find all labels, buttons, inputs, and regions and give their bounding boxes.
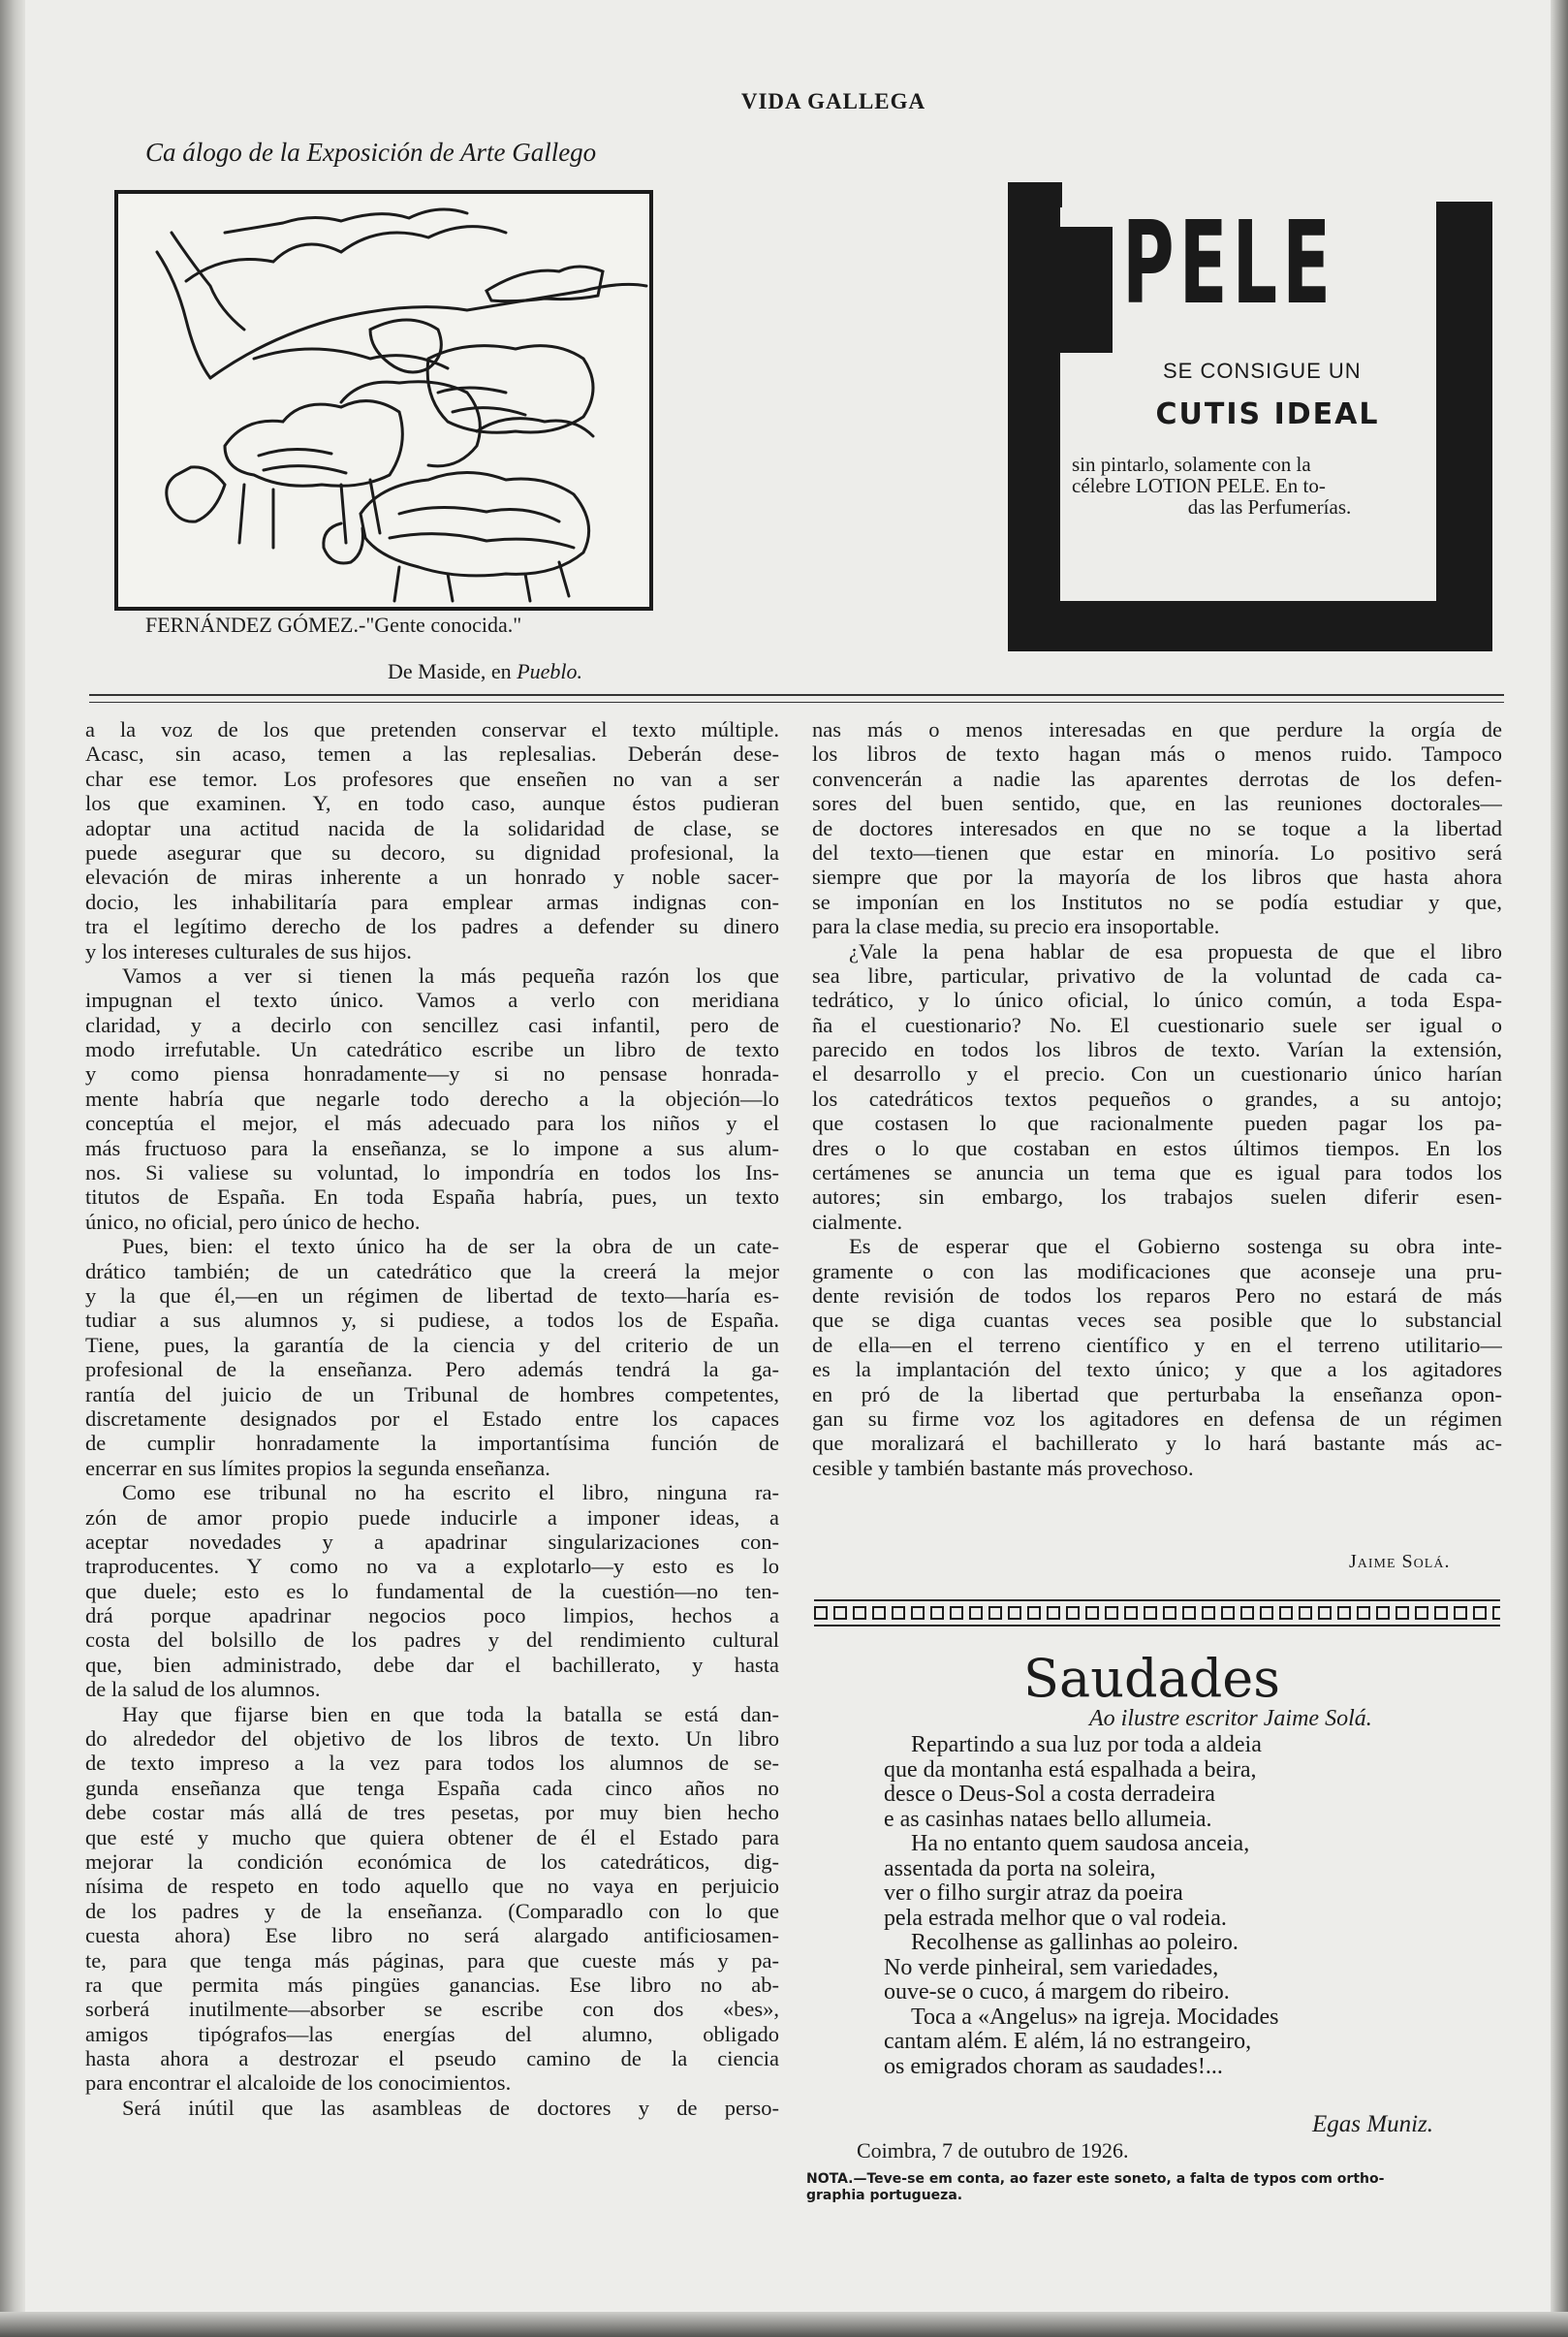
text-line: zón de amor propio puede inducirle a imponer ideas, a [85, 1504, 779, 1530]
poem-title: Saudades [1023, 1648, 1280, 1709]
ornament-square [814, 1606, 828, 1620]
ornament-square [1008, 1606, 1021, 1620]
ornament-square [872, 1606, 886, 1620]
text-line: Pues, bien: el texto único ha de ser la obra de un cate- [122, 1234, 779, 1259]
text-line: cuesta ahora) Ese libro no será alargado antificiosamen- [85, 1923, 779, 1948]
poem-line: Toca a «Angelus» na igreja. Mocidades [911, 2004, 1279, 2030]
text-line: y los intereses culturales de sus hijos. [85, 938, 412, 963]
page-binding-shadow [0, 0, 25, 2337]
poem-line: que da montanha está espalhada a beira, [884, 1756, 1257, 1783]
text-line: que, bien administrado, debe dar el bachillerato, y hasta [85, 1652, 779, 1677]
poem-dedication: Ao ilustre escritor Jaime Solá. [1089, 1706, 1372, 1731]
text-line: rantía del juicio de un Tribunal de hombres competentes, [85, 1381, 779, 1406]
text-line: costa del bolsillo de los padres y del rendimiento cultural [85, 1627, 779, 1653]
ad-frame-bottom [1008, 601, 1492, 651]
poem-line: cantam além. E além, lá no estrangeiro, [884, 2029, 1252, 2054]
illustration-source: De Maside, en Pueblo. [388, 659, 583, 683]
poem-note: NOTA.—Teve-se em conta, ao fazer este soneto, a falta de typos com ortho- graphia portugueza. [806, 2171, 1385, 2203]
illustration-author-caption: FERNÁNDEZ GÓMEZ.-"Gente conocida." [145, 613, 522, 637]
sheep-woodcut-illustration [114, 190, 653, 611]
text-line: parecido en todos los libros de texto. Varían la extensión, [812, 1037, 1502, 1062]
poem-line: Repartindo a sua luz por toda a aldeia [911, 1732, 1262, 1757]
text-line: para encontrar el alcaloide de los conocimientos. [85, 2070, 512, 2096]
text-line: cialmente. [812, 1209, 903, 1234]
text-line: sea libre, particular, privativo de la voluntad de cada ca- [812, 963, 1502, 988]
ad-p-stem [1060, 227, 1113, 353]
ad-headline: CUTIS IDEAL [1155, 397, 1380, 431]
poem-line: No verde pinheiral, sem variedades, [884, 1954, 1219, 1980]
text-line: dente revisión de todos los reparos Pero no estará de más [812, 1282, 1502, 1308]
ornament-square [1396, 1606, 1409, 1620]
publication-name: Pueblo. [517, 659, 583, 683]
ad-frame-left [1008, 182, 1060, 651]
text-line: de doctores interesados en que no se toque a la libertad [812, 815, 1502, 840]
text-line: y como piensa honradamente—y si no pensase honrada- [85, 1061, 779, 1087]
text-line: cesible y también bastante más provechoso. [812, 1455, 1194, 1480]
ad-body-text: sin pintarlo, solamente con la célebre LOTION PELE. En to- das las Perfumerías. [1072, 453, 1352, 519]
ornament-square [1182, 1606, 1196, 1620]
poem-body [884, 1733, 1279, 2079]
text-line: los libros de texto hagan más o menos ruido. Tampoco [812, 742, 1502, 767]
text-line: de texto impreso a la vez para todos los alumnos de se- [85, 1751, 779, 1776]
ornament-square [1473, 1606, 1487, 1620]
ornament-square [911, 1606, 925, 1620]
page-edge-bottom [0, 2312, 1568, 2337]
poem-line: Ha no entanto quem saudosa anceia, [911, 1831, 1250, 1856]
poem-place-date: Coimbra, 7 de outubro de 1926. [857, 2138, 1129, 2163]
text-line: debe costar más allá de tres pesetas, por muy bien hecho [85, 1800, 779, 1825]
text-line: nísima de respeto en todo aquello que no vaya en perjuicio [85, 1874, 779, 1899]
ornament-square [950, 1606, 963, 1620]
text-line: más fructuoso para la enseñanza, se lo impone a sus alum- [85, 1135, 779, 1160]
ornament-square [1299, 1606, 1312, 1620]
ornament-square [833, 1606, 847, 1620]
text-line: convencerán a nadie las aparentes derrotas de los defen- [812, 766, 1502, 791]
text-line: certámenes se anuncia un tema que es igual para todos los [812, 1160, 1502, 1185]
text-line: conceptúa el mejor, el más adecuado para los niños y el [85, 1111, 779, 1136]
ornament-square [1260, 1606, 1273, 1620]
text-line: de ella—en el terreno científico y en el terreno utilitario— [812, 1332, 1502, 1357]
poem-line: Recolhense as gallinhas ao poleiro. [911, 1930, 1239, 1955]
ornament-square [853, 1606, 866, 1620]
text-line: docio, les inhabilitaría para emplear armas indignas con- [85, 889, 779, 914]
ornament-square [1066, 1606, 1080, 1620]
text-line: char ese temor. Los profesores que enseñen no van a ser [85, 766, 779, 791]
text-line: se imponían en los Institutos no se podía estudiar y que, [812, 889, 1502, 914]
text-line: Es de esperar que el Gobierno sostenga su obra inte- [849, 1234, 1502, 1259]
ornament-square [1085, 1606, 1099, 1620]
text-line: sorberá inutilmente—absorber se escribe con dos «bes», [85, 1997, 779, 2022]
poem-line: pela estrada melhor que o val rodeia. [884, 1905, 1227, 1931]
text-line: de los padres y de la enseñanza. (Comparadlo con lo que [85, 1898, 779, 1923]
text-line: puede asegurar que su decoro, su dignidad profesional, la [85, 839, 779, 865]
text-line: tra el legítimo derecho de los padres a defender su dinero [85, 914, 779, 939]
text-line: nos. Si valiese su voluntad, lo impondría en todos los Ins- [85, 1160, 779, 1185]
ad-frame-top-left [1008, 182, 1062, 207]
text-line: discretamente designados por el Estado entre los capaces [85, 1405, 779, 1431]
poem-author: Egas Muniz. [1312, 2111, 1433, 2137]
text-line: ¿Vale la pena hablar de esa propuesta de que el libro [849, 938, 1502, 963]
section-rule [89, 694, 1504, 696]
text-line: Hay que fijarse bien en que toda la batalla se está dan- [122, 1701, 779, 1726]
text-line: los catedráticos textos pequeños o grandes, a su antojo; [812, 1086, 1502, 1111]
decorative-border [814, 1599, 1500, 1626]
text-line: que moralizará el bachillerato y lo hará bastante más ac- [812, 1431, 1502, 1456]
ornament-square [1105, 1606, 1118, 1620]
ornament-square [1434, 1606, 1448, 1620]
ornament-square [1047, 1606, 1060, 1620]
poem-line: ver o filho surgir atraz da poeira [884, 1880, 1183, 1906]
ornament-square [1221, 1606, 1235, 1620]
text-line: gramente o con las modificaciones que aconseje una pru- [812, 1258, 1502, 1283]
text-line: amigos tipógrafos—las energías del alumno, obligado [85, 2021, 779, 2046]
poem-line: assentada da porta na soleira, [884, 1855, 1156, 1881]
section-rule-thin [89, 702, 1504, 703]
text-line: do alrededor del objetivo de los libros de texto. Un libro [85, 1726, 779, 1752]
text-line: que duele; esto es lo fundamental de la cuestión—no ten- [85, 1578, 779, 1603]
ornament-square [1144, 1606, 1157, 1620]
text-line: único, no oficial, pero único de hecho. [85, 1209, 421, 1234]
text-line: a la voz de los que pretenden conservar el texto múltiple. [85, 717, 779, 742]
text-line: que costasen lo que racionalmente pueden pagar los pa- [812, 1111, 1502, 1136]
text-line: profesional de la enseñanza. Pero además tendrá la ga- [85, 1357, 779, 1382]
ornament-square [892, 1606, 905, 1620]
text-line: autores; sin embargo, los trabajos suelen diferir esen- [812, 1184, 1502, 1210]
text-line: Como ese tribunal no ha escrito el libro, ninguna ra- [122, 1480, 779, 1505]
text-line: nas más o menos interesadas en que perdure la orgía de [812, 717, 1502, 742]
text-line: Tiene, pues, la garantía de la ciencia y del criterio de un [85, 1332, 779, 1357]
ornament-square [1279, 1606, 1293, 1620]
text-line: el desarrollo y el precio. Con un cuestionario único harían [812, 1061, 1502, 1087]
poem-line: desce o Deus-Sol a costa derradeira [884, 1782, 1215, 1807]
text-line: mejorar la condición económica de los catedráticos, dig- [85, 1848, 779, 1874]
text-line: ña el cuestionario? No. El cuestionario suele ser igual o [812, 1012, 1502, 1037]
ornament-square [1376, 1606, 1390, 1620]
ornament-square [1415, 1606, 1428, 1620]
ad-brand-name: PELE [1122, 196, 1336, 330]
ornament-square [1027, 1606, 1041, 1620]
text-line: tedrático, y lo único oficial, lo único común, a toda Espa- [812, 988, 1502, 1013]
text-line: de la salud de los alumnos. [85, 1677, 321, 1702]
text-line: sores del buen sentido, que, en las reuniones doctorales— [812, 791, 1502, 816]
text-line: impugnan el texto único. Vamos a verlo con meridiana [85, 988, 779, 1013]
text-line: claridad, y a decirlo con sencillez casi infantil, pero de [85, 1012, 779, 1037]
ornament-square [1454, 1606, 1467, 1620]
article-right-column [812, 717, 1502, 1480]
poem-line: ouve-se o cuco, á margem do ribeiro. [884, 1979, 1230, 2005]
running-header: VIDA GALLEGA [740, 89, 926, 113]
text-line: drá porque apadrinar negocios poco limpios, hechos a [85, 1603, 779, 1628]
text-line: gan su firme voz los agitadores en defensa de un régimen [812, 1405, 1502, 1431]
text-line: para la clase media, su precio era insoportable. [812, 914, 1220, 939]
article-signature: Jaime Solá. [1349, 1551, 1451, 1572]
text-line: traproducentes. Y como no va a explotarlo—y esto es lo [85, 1554, 779, 1579]
text-line: drático también; de un catedrático que la creerá la mejor [85, 1258, 779, 1283]
text-line: los que examinen. Y, en todo caso, aunque éstos pudieran [85, 791, 779, 816]
ornament-square [988, 1606, 1002, 1620]
ornament-square [1202, 1606, 1215, 1620]
text-line: y la que él,—en un régimen de libertad de texto—haría es- [85, 1282, 779, 1308]
poem-line: os emigrados choram as saudades!... [884, 2053, 1223, 2079]
ornament-square [930, 1606, 944, 1620]
text-line: modo irrefutable. Un catedrático escribe un libro de texto [85, 1037, 779, 1062]
text-line: que esté y mucho que quiera obtener de él el Estado para [85, 1824, 779, 1849]
text-line: es la implantación del texto único; y que a los agitadores [812, 1357, 1502, 1382]
text-line: ra que permita más pingües ganancias. Ese libro no ab- [85, 1972, 779, 1997]
text-line: que se diga cuantas veces sea posible que lo substancial [812, 1308, 1502, 1333]
text-line: Acasc, sin acaso, temen a las replesalias. Deberán dese- [85, 742, 779, 767]
ad-tagline: SE CONSIGUE UN [1163, 359, 1362, 383]
pele-advertisement [1008, 182, 1512, 651]
sheep-drawing [118, 194, 649, 607]
text-line: aceptar novedades y a apadrinar singularizaciones con- [85, 1529, 779, 1554]
text-line: te, para que tenga más páginas, para que cueste más y pa- [85, 1947, 779, 1973]
ornament-square [969, 1606, 983, 1620]
text-line: encerrar en sus límites propios la segunda enseñanza. [85, 1455, 550, 1480]
text-line: Será inútil que las asambleas de doctores y de perso- [122, 2095, 779, 2120]
ornament-square [1318, 1606, 1332, 1620]
text-line: Vamos a ver si tienen la más pequeña razón los que [122, 963, 779, 988]
text-line: mente habría que negarle todo derecho a la objeción—lo [85, 1086, 779, 1111]
text-line: elevación de miras inherente a un honrado y noble sacer- [85, 865, 779, 890]
article-left-column [85, 717, 779, 2120]
ornament-square [1124, 1606, 1138, 1620]
ornament-square [1163, 1606, 1176, 1620]
text-line: en pró de la libertad que perturbaba la enseñanza opon- [812, 1381, 1502, 1406]
ornament-square [1357, 1606, 1370, 1620]
text-line: dres o lo que costaban en estos últimos tiempos. En los [812, 1135, 1502, 1160]
ornament-square [1337, 1606, 1351, 1620]
text-line: titutos de España. En toda España habría, pues, un texto [85, 1184, 779, 1210]
poem-line: e as casinhas nataes bello allumeia. [884, 1806, 1212, 1832]
text-line: hasta ahora a destrozar el pseudo camino de la ciencia [85, 2046, 779, 2071]
text-line: del texto—tienen que estar en minoría. Lo positivo será [812, 839, 1502, 865]
text-line: tudiar a sus alumnos y, si pudiese, a todos los de España. [85, 1308, 779, 1333]
ornament-square [1492, 1606, 1500, 1620]
catalog-caption: Ca álogo de la Exposición de Arte Gallego [145, 138, 597, 167]
page-edge-right [1551, 0, 1568, 2337]
text-line: de cumplir honradamente la importantísima función de [85, 1431, 779, 1456]
text-line: siempre que por la mayoría de los libros que hasta ahora [812, 865, 1502, 890]
ornament-square [1240, 1606, 1254, 1620]
text-line: gunda enseñanza que tenga España cada cinco años no [85, 1775, 779, 1800]
text-line: adoptar una actitud nacida de la solidaridad de clase, se [85, 815, 779, 840]
ad-frame-right [1436, 202, 1492, 651]
